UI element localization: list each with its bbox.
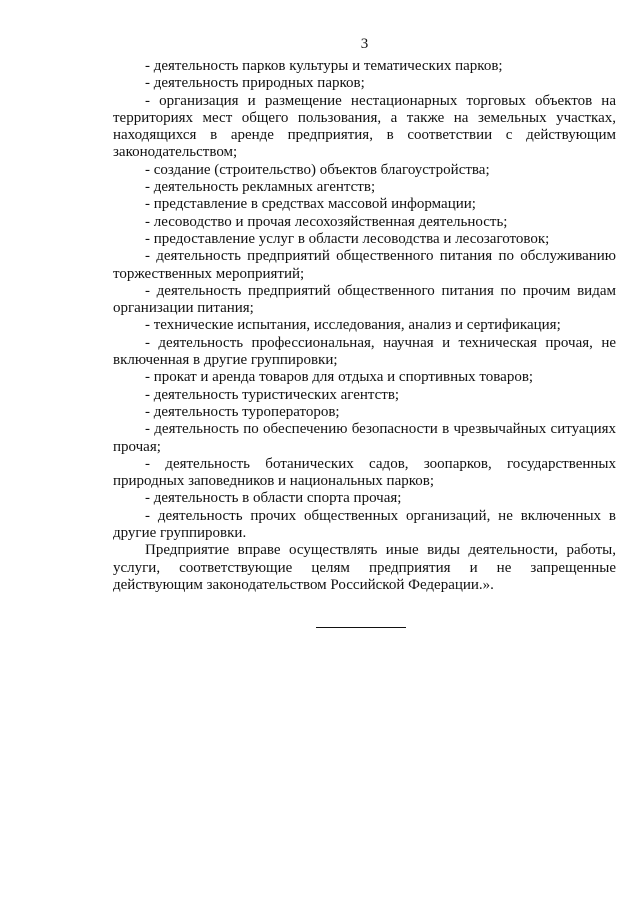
list-item-travel-agencies: - деятельность туристических агентств; [145, 386, 400, 403]
list-item-catering-events: - деятельность предприятий общественного питания по обслуживанию торжественных мероприятий; [113, 248, 616, 282]
list-item-testing: - технические испытания, исследования, анализ и сертификация; [145, 317, 561, 334]
page-number: 3 [360, 36, 369, 52]
document-page [113, 36, 616, 594]
list-item-forestry: - лесоводство и прочая лесохозяйственная деятельность; [145, 213, 508, 230]
closing-paragraph: Предприятие вправе осуществлять иные виды деятельности, работы, услуги, соответствующие целям предприятия и не запрещенные действующим законодательством Российской Федерации.». [113, 542, 616, 593]
list-item-public-organizations: - деятельность прочих общественных организаций, не включенных в другие группировки. [113, 507, 616, 542]
list-item-landscaping: - создание (строительство) объектов благоустройства; [145, 161, 490, 178]
list-item-catering-other: - деятельность предприятий общественного питания по прочим видам организации питания; [113, 282, 616, 317]
list-item-advertising: - деятельность рекламных агентств; [145, 179, 376, 196]
list-item-mass-media: - представление в средствах массовой информации; [145, 196, 476, 213]
list-item-forestry-services: - предоставление услуг в области лесоводства и лесозаготовок; [145, 230, 550, 247]
list-item-emergency-safety: - деятельность по обеспечению безопасности в чрезвычайных ситуациях прочая; [113, 421, 616, 455]
list-item-professional: - деятельность профессиональная, научная и техническая прочая, не включенная в другие группировки; [113, 334, 616, 369]
list-item-natural-parks: - деятельность природных парков; [145, 75, 365, 92]
list-item-tour-operators: - деятельность туроператоров; [145, 403, 340, 420]
list-item-trade-objects: - организация и размещение нестационарных торговых объектов на территориях мест общего пользования, а также на земельных участках, находящихся в аренде предприятия, в соответствии с действующим законодательством; [113, 92, 616, 161]
end-divider-line [316, 627, 406, 628]
list-item-culture-parks: - деятельность парков культуры и тематических парков; [145, 58, 503, 74]
list-item-rental: - прокат и аренда товаров для отдыха и спортивных товаров; [145, 369, 534, 386]
list-item-botanical-gardens: - деятельность ботанических садов, зоопарков, государственных природных заповедников и национальных парков; [113, 455, 616, 490]
list-item-sport: - деятельность в области спорта прочая; [145, 490, 402, 507]
